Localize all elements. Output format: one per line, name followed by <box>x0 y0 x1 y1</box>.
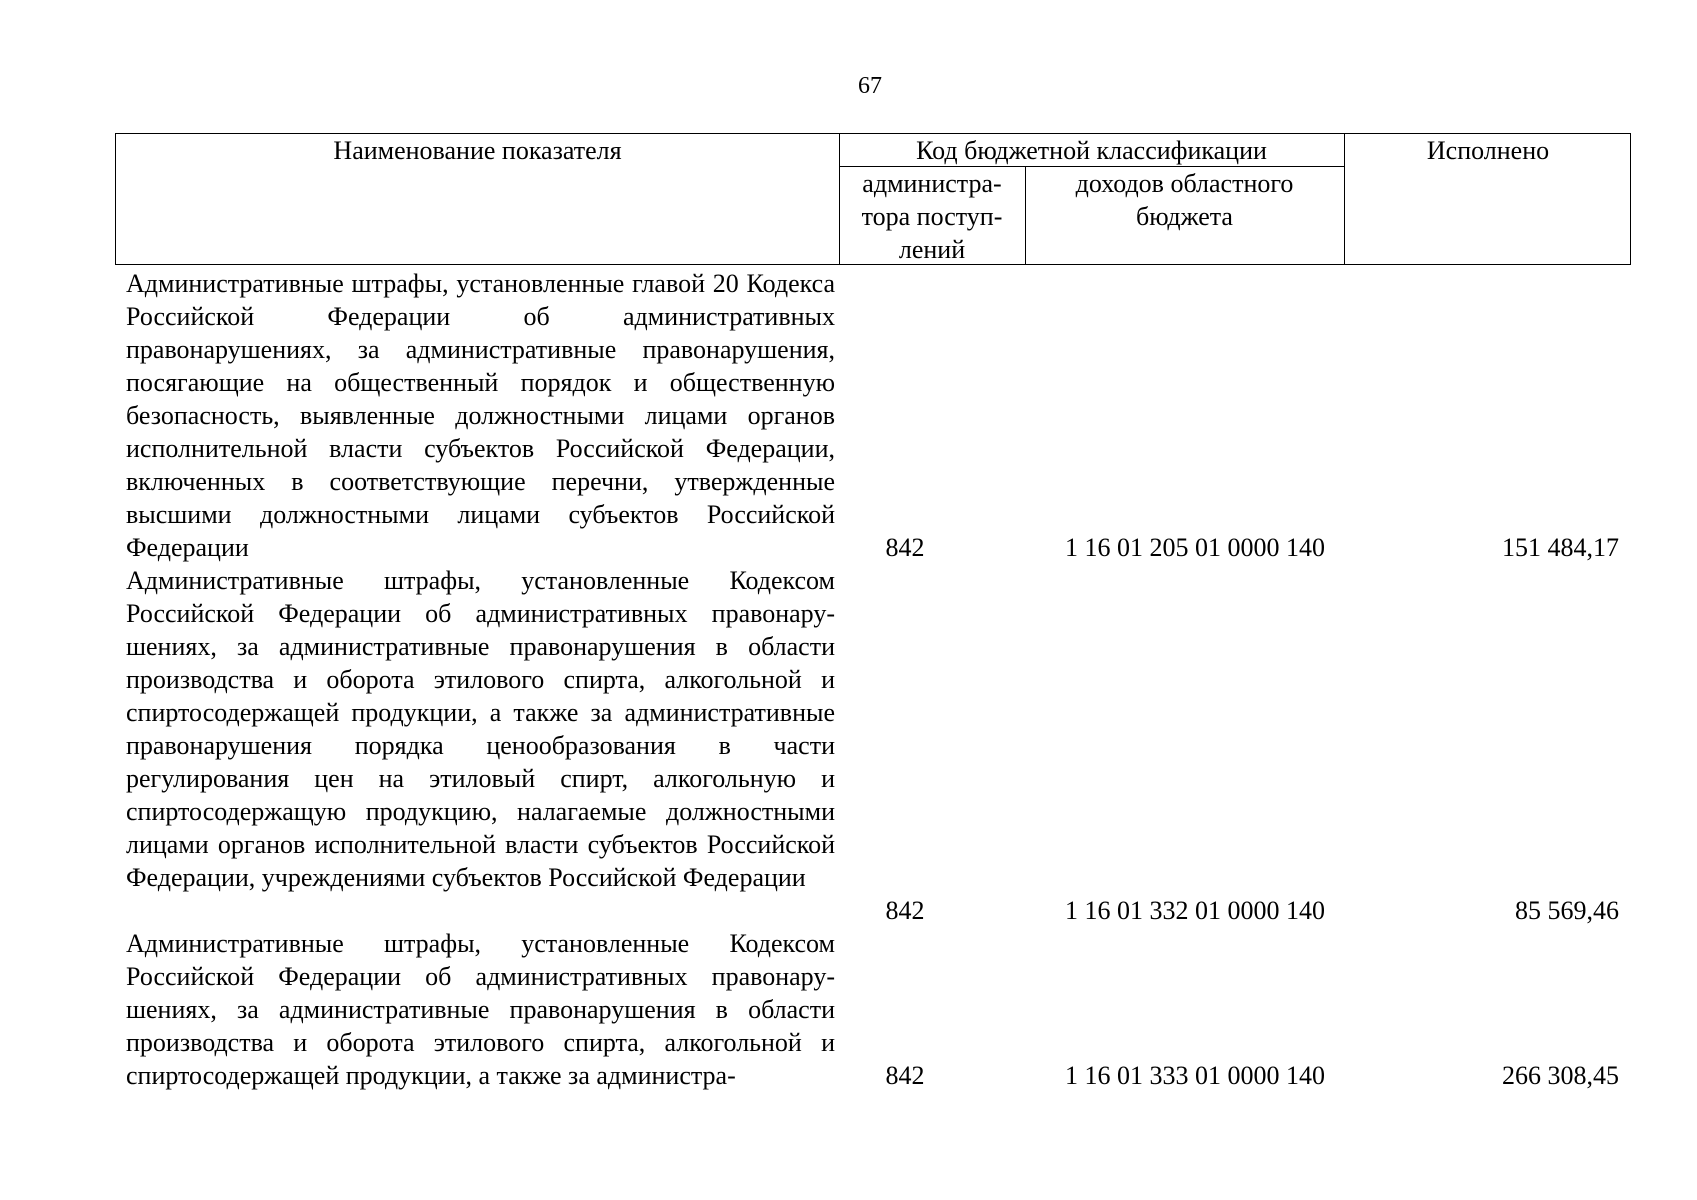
row-amount: 85 569,46 <box>1515 896 1619 925</box>
row-admin-code: 842 <box>885 533 925 562</box>
header-executed: Исполнено <box>1426 136 1550 165</box>
row-admin-code: 842 <box>885 1061 925 1090</box>
table-header <box>115 133 1631 265</box>
row-budget-code: 1 16 01 333 01 0000 140 <box>1065 1061 1325 1090</box>
header-income: доходов областного бюджета <box>1075 169 1294 231</box>
row-admin-code: 842 <box>885 896 925 925</box>
row-description: Административные штрафы, установленные Кодексом Российской Федерации об административных правонарушениях, за административные правонарушения в области производства и оборота этилового спирта, алкогольной и спиртосодержащей продукции, а также за административные правонарушения порядка ценообразования в части регулирования цен на этиловый спирт, алкогольную и спиртосодержащую продукцию, налагаемые должностными лицами органов исполнительной власти субъектов Российской Федерации, учреждениями субъектов Российской Федерации <box>126 566 835 892</box>
row-budget-code: 1 16 01 332 01 0000 140 <box>1065 896 1325 925</box>
row-description: Административные штрафы, установленные главой 20 Кодекса Российской Федерации об административных правонарушениях, за административные правонарушения, посягающие на общественный порядок и общественную безопасность, выявленные должностными лицами органов исполнительной власти субъектов Российской Федерации, включенных в соответствующие перечни, утвержденные высшими должностными лицами субъектов Российской Федерации <box>126 269 835 562</box>
table-row <box>115 927 1631 1092</box>
row-budget-code: 1 16 01 205 01 0000 140 <box>1065 533 1325 562</box>
row-amount: 266 308,45 <box>1502 1061 1619 1090</box>
header-admin: администра- тора поступ- лений <box>861 169 1003 264</box>
row-amount: 151 484,17 <box>1502 533 1619 562</box>
row-description: Административные штрафы, установленные Кодексом Российской Федерации об административных правонарушениях, за административные правонарушения в области производства и оборота этилового спирта, алкогольной и спиртосодержащей продукции, а также за администра- <box>126 929 835 1090</box>
header-code-group: Код бюджетной классификации <box>916 136 1267 165</box>
table-row <box>115 267 1631 564</box>
header-name: Наименование показателя <box>333 136 622 165</box>
page-number: 67 <box>858 73 882 99</box>
table-row <box>115 564 1631 927</box>
